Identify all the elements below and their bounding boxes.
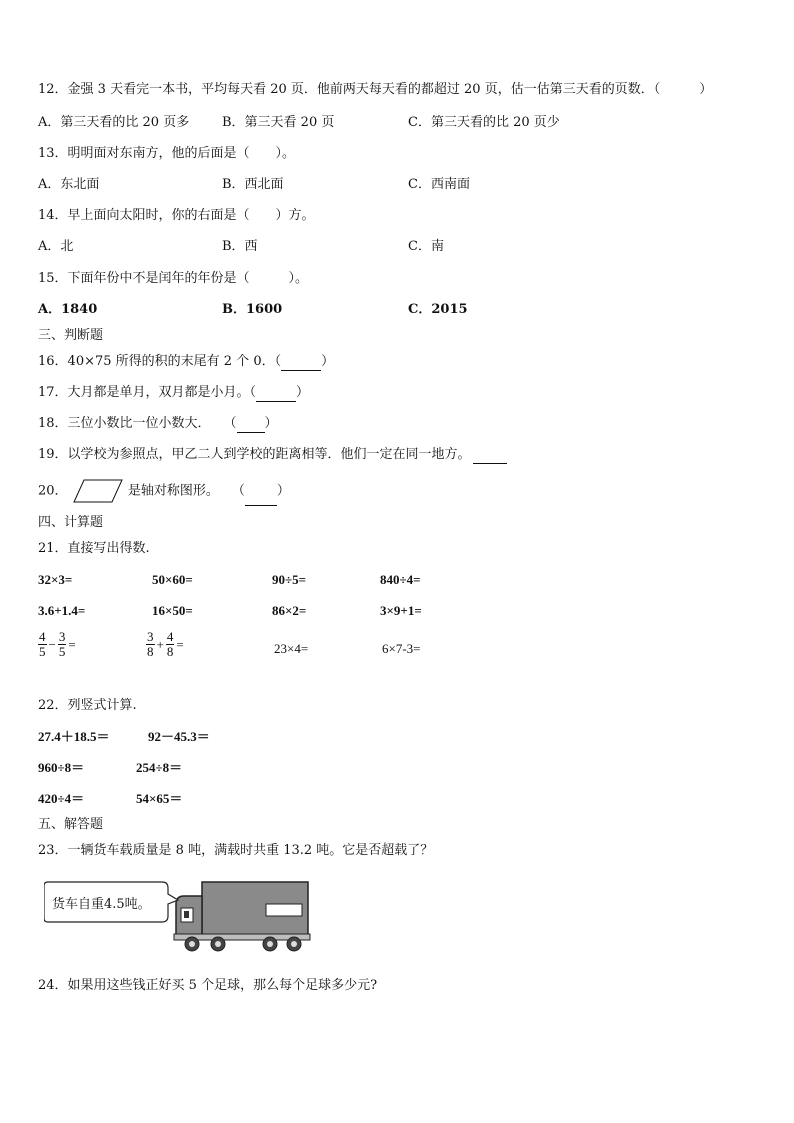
numerator: 4 xyxy=(39,629,46,644)
q13-option-c[interactable]: C．西南面 xyxy=(408,177,470,192)
q18-tail: ） xyxy=(264,416,278,431)
operator: − xyxy=(48,636,56,652)
truck-icon xyxy=(44,878,314,958)
q21-title: 21．直接写出得数. xyxy=(38,541,150,556)
section-heading-judgment: 三、判断题 xyxy=(38,328,104,343)
fraction xyxy=(58,630,67,659)
equals-sign: = xyxy=(68,636,76,652)
q20-number: 20． xyxy=(38,483,68,499)
q19-answer-blank[interactable] xyxy=(473,447,507,464)
q19-row xyxy=(38,447,507,464)
q22-item: 54×65＝ xyxy=(136,791,183,806)
q13-option-a[interactable]: A．东北面 xyxy=(38,177,100,192)
q21-item: 840÷4= xyxy=(380,572,421,587)
denominator: 5 xyxy=(39,644,46,659)
q17-row xyxy=(38,385,309,402)
q15-option-b[interactable]: B．1600 xyxy=(222,302,283,317)
q12-option-b[interactable]: B．第三天看 20 页 xyxy=(222,115,335,130)
q18-text: 18．三位小数比一位小数大． （ xyxy=(38,416,237,431)
q21-item: 3.6+1.4= xyxy=(38,603,86,618)
parallelogram-figure xyxy=(72,478,124,504)
fraction xyxy=(146,630,155,659)
q19-text: 19．以学校为参照点，甲乙二人到学校的距离相等．他们一定在同一地方。 xyxy=(38,447,471,462)
q21-item: 86×2= xyxy=(272,603,307,618)
q21-fraction-item xyxy=(146,630,186,659)
numerator: 4 xyxy=(166,629,174,644)
q21-fraction-item xyxy=(38,630,78,659)
q17-text: 17．大月都是单月，双月都是小月。（ xyxy=(38,385,257,400)
q15-option-a[interactable]: A．1840 xyxy=(38,302,98,317)
q21-item: 3×9+1= xyxy=(380,603,422,618)
q12-option-c[interactable]: C．第三天看的比 20 页少 xyxy=(408,115,560,130)
q21-item: 50×60= xyxy=(152,572,193,587)
truck-illustration xyxy=(44,878,314,958)
numerator: 3 xyxy=(147,629,154,644)
q20-text: 是轴对称图形。 （ xyxy=(127,483,245,499)
q21-item: 6×7-3= xyxy=(382,641,421,656)
denominator: 5 xyxy=(58,644,66,659)
equals-sign: = xyxy=(176,636,184,652)
q22-item: 27.4＋18.5＝ xyxy=(38,729,110,744)
q16-text: 16．40×75 所得的积的末尾有 2 个 0．（ xyxy=(38,354,282,369)
q22-item: 420÷4＝ xyxy=(38,791,85,806)
q15-option-c[interactable]: C．2015 xyxy=(408,302,468,317)
q21-item: 16×50= xyxy=(152,603,193,618)
denominator: 8 xyxy=(166,644,174,659)
q21-item: 32×3= xyxy=(38,572,73,587)
q16-row xyxy=(38,354,334,371)
q14-text: 14．早上面向太阳时，你的右面是（ ）方。 xyxy=(38,208,315,223)
q13-text: 13．明明面对东南方，他的后面是（ ）。 xyxy=(38,146,296,161)
q20-row xyxy=(38,478,290,506)
truck-speech-bubble-text: 货车自重4.5吨。 xyxy=(52,897,151,912)
operator: + xyxy=(156,636,164,652)
q13-option-b[interactable]: B．西北面 xyxy=(222,177,284,192)
q21-item: 23×4= xyxy=(274,641,309,656)
section-heading-answer: 五、解答题 xyxy=(38,817,104,832)
q22-item: 254÷8＝ xyxy=(136,760,183,775)
q14-option-a[interactable]: A．北 xyxy=(38,239,74,254)
fraction xyxy=(166,630,175,659)
q12-option-a[interactable]: A．第三天看的比 20 页多 xyxy=(38,115,190,130)
section-heading-calculation: 四、计算题 xyxy=(38,515,104,530)
q17-answer-blank[interactable] xyxy=(256,385,296,402)
q23-text: 23．一辆货车载质量是 8 吨，满载时共重 13.2 吨。它是否超载了？ xyxy=(38,843,434,858)
denominator: 8 xyxy=(147,644,154,659)
q16-tail: ） xyxy=(321,354,335,369)
q12-text: 12．金强 3 天看完一本书，平均每天看 20 页．他前两天每天看的都超过 20 页，估一估第三天看的页数．（ ） xyxy=(38,82,713,97)
q14-option-c[interactable]: C．南 xyxy=(408,239,444,254)
q24-text: 24．如果用这些钱正好买 5 个足球，那么每个足球多少元? xyxy=(38,978,378,993)
q22-title: 22．列竖式计算. xyxy=(38,698,137,713)
fraction xyxy=(38,630,47,659)
q20-answer-blank[interactable] xyxy=(245,479,277,506)
q22-item: 92－45.3＝ xyxy=(148,729,210,744)
q20-tail: ） xyxy=(276,483,290,499)
q22-item: 960÷8＝ xyxy=(38,760,85,775)
q17-tail: ） xyxy=(296,385,310,400)
q18-answer-blank[interactable] xyxy=(237,416,265,433)
q15-text: 15．下面年份中不是闰年的年份是（ ）。 xyxy=(38,271,309,286)
q16-answer-blank[interactable] xyxy=(281,354,321,371)
q21-item: 90÷5= xyxy=(272,572,307,587)
numerator: 3 xyxy=(58,629,66,644)
q14-option-b[interactable]: B．西 xyxy=(222,239,258,254)
q18-row xyxy=(38,416,278,433)
